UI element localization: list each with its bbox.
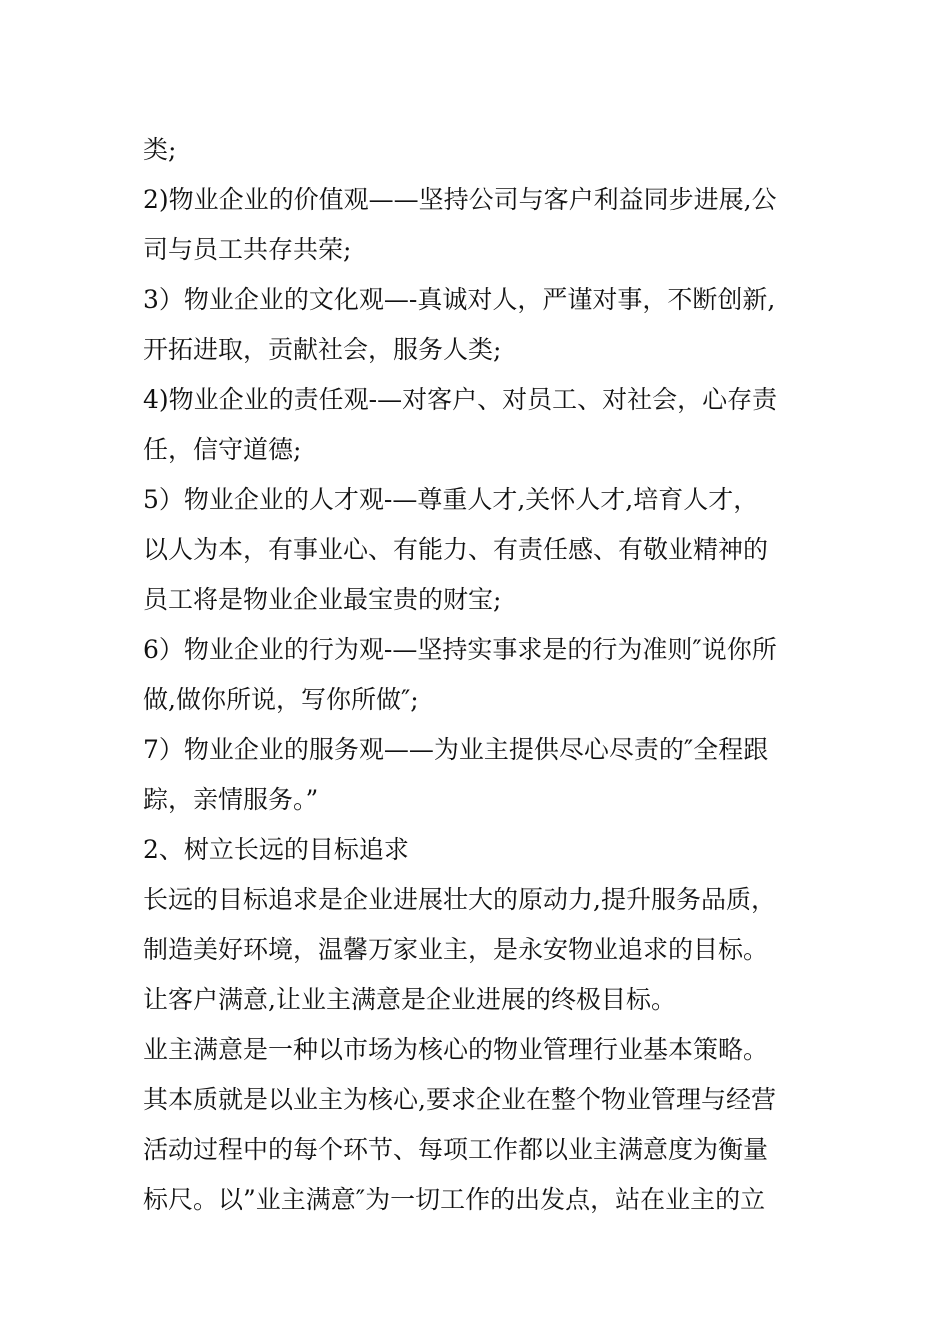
text-line: 以人为本，有事业心、有能力、有责任感、有敬业精神的 [143, 535, 769, 564]
text-line: 5）物业企业的人才观-—尊重人才,关怀人才,培育人才， [143, 485, 759, 514]
text-line: 制造美好环境，温馨万家业主，是永安物业追求的目标。 [143, 935, 769, 964]
text-line: 做,做你所说，写你所做″; [143, 685, 419, 714]
text-line: 类; [143, 135, 177, 164]
text-line: 2)物业企业的价值观——坚持公司与客户利益同步进展,公 [143, 185, 777, 214]
text-line: 7）物业企业的服务观——为业主提供尽心尽责的″全程跟 [143, 735, 769, 764]
text-line: 开拓进取，贡献社会，服务人类; [143, 335, 502, 364]
text-line: 业主满意是一种以市场为核心的物业管理行业基本策略。 [143, 1035, 769, 1064]
text-line: 员工将是物业企业最宝贵的财宝; [143, 585, 502, 614]
text-line: 长远的目标追求是企业进展壮大的原动力,提升服务品质， [143, 885, 776, 914]
document-body [143, 125, 815, 1225]
text-line: 3）物业企业的文化观—-真诚对人，严谨对事，不断创新, [143, 285, 776, 314]
text-line: 4)物业企业的责任观-—对客户、对员工、对社会，心存责 [143, 385, 778, 414]
text-line: 其本质就是以业主为核心,要求企业在整个物业管理与经营 [143, 1085, 776, 1114]
text-line: 任，信守道德; [143, 435, 302, 464]
text-line: 司与员工共存共荣; [143, 235, 352, 264]
text-line: 踪，亲情服务。” [143, 785, 319, 814]
text-line: 标尺。以”业主满意″为一切工作的出发点，站在业主的立 [143, 1185, 766, 1214]
text-line: 让客户满意,让业主满意是企业进展的终极目标。 [143, 985, 676, 1014]
section-heading: 2、树立长远的目标追求 [143, 835, 409, 864]
text-line: 6）物业企业的行为观-—坚持实事求是的行为准则″说你所 [143, 635, 777, 664]
text-line: 活动过程中的每个环节、每项工作都以业主满意度为衡量 [143, 1135, 769, 1164]
